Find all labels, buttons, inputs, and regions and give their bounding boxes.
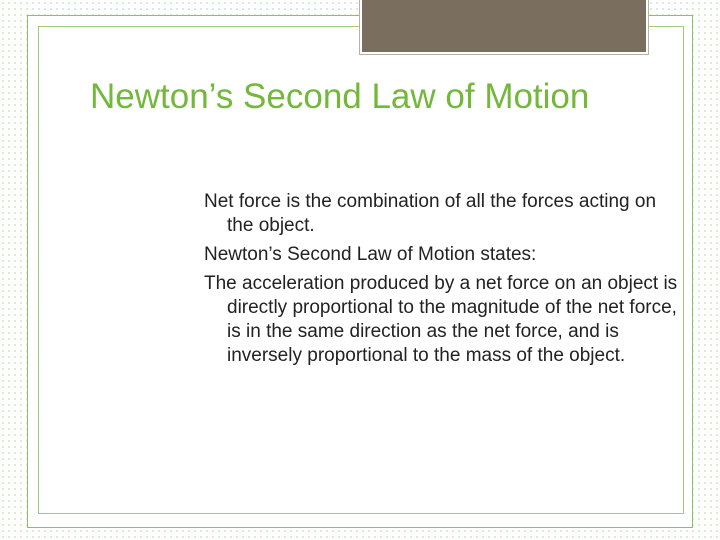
bullet-list <box>204 190 684 373</box>
slide-title: Newton’s Second Law of Motion <box>90 77 590 116</box>
decorative-header-tab <box>360 0 648 54</box>
bullet-item-law-states: Newton’s Second Law of Motion states: <box>204 244 537 265</box>
bullet-item-net-force: Net force is the combination of all the forces acting on the object. <box>204 191 657 236</box>
bullet-item-law-definition: The acceleration produced by a net force on an object is directly proportional to the magnitude of the net force, is in the same direction as the net force, and is inversely proportional to the mass of the object. <box>204 273 678 366</box>
